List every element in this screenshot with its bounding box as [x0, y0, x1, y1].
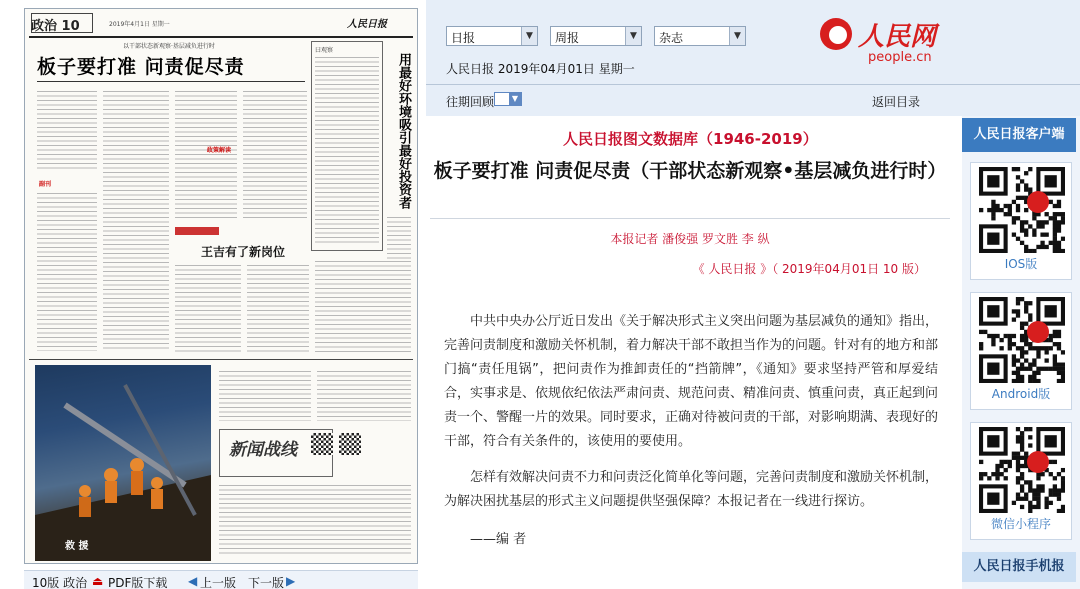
select-weekly[interactable]: [550, 26, 642, 46]
article-paragraph: 中共中央办公厅近日发出《关于解决形式主义突出问题为基层减负的通知》指出，完善问责制度和激励关怀机制，着力解决干部不敢担当作为的问题。针对有的地方和部门搞“责任甩锅”，把问责作为推卸责任的“挡箭牌”，《通知》要求坚持严管和厚爱结合，实事求是、依规依纪依法严肃问责、规范问责、精准问责、慎重问责，真正起到问责一个、警醒一片的效果。同时要求，正确对待被问责的干部，对影响期满、表现好的干部，符合有关条件的，该使用的要使用。: [444, 314, 939, 449]
ad-title: 新闻战线: [229, 440, 297, 460]
headline-rule: [37, 81, 305, 82]
chevron-down-icon[interactable]: ▼: [521, 27, 537, 45]
title-rule: [430, 218, 950, 219]
chevron-down-icon[interactable]: ▼: [509, 93, 521, 105]
text-column: [175, 89, 237, 219]
rescue-photo-art: [35, 365, 211, 561]
newspaper-headline[interactable]: 板子要打准 问责促尽责: [37, 56, 245, 78]
chevron-down-icon[interactable]: ▼: [729, 27, 745, 45]
issue-date: 人民日报 2019年04月01日 星期一: [446, 62, 635, 76]
people-badge-icon: [1027, 451, 1049, 473]
back-to-contents-link[interactable]: 返回目录: [872, 95, 921, 109]
newspaper-date: 2019年4月1日 星期一: [109, 21, 170, 28]
section-headline[interactable]: 王吉有了新岗位: [201, 245, 286, 259]
article-source: 《 人民日报 》（ 2019年04月01日 10 版）: [692, 262, 926, 276]
top-header: [426, 0, 1080, 116]
people-logo-text[interactable]: 人民网: [858, 22, 937, 52]
people-logo-url: people.cn: [868, 50, 932, 65]
database-title: 人民日报图文数据库（1946-2019）: [563, 130, 818, 148]
sidebar-box-title: 曰观察: [315, 47, 334, 54]
text-column: [37, 89, 97, 171]
qr-code-icon: [979, 167, 1065, 253]
newspaper-page-image[interactable]: [24, 8, 418, 564]
newspaper-edition: 政治 10: [31, 19, 80, 34]
chevron-down-icon[interactable]: ▼: [625, 27, 641, 45]
select-magazine-value: 杂志: [659, 31, 684, 45]
text-column: [175, 263, 241, 355]
next-arrow-icon[interactable]: ▶: [286, 574, 296, 588]
page-nav-bar: [24, 570, 418, 589]
mobile-newspaper-link[interactable]: 人民日报手机报: [962, 552, 1076, 582]
newspaper-kicker: 以干部状态新观察·基层减负进行时: [123, 43, 215, 50]
qr-code-icon: [979, 427, 1065, 513]
next-page-link[interactable]: 下一版: [248, 576, 285, 589]
text-column: [219, 483, 411, 557]
fold-rule: [29, 359, 413, 360]
people-badge-icon: [1027, 321, 1049, 343]
article-byline: 本报记者 潘俊强 罗文胜 李 纵: [610, 232, 770, 246]
section-red-tag: [175, 227, 219, 235]
editor-signoff: ——编 者: [470, 532, 527, 547]
column-sub-label: 政策解读: [207, 147, 232, 154]
qr-code-icon: [311, 433, 333, 455]
text-column: [37, 191, 97, 351]
vertical-headline[interactable]: 用最好环境吸引最好投资者: [396, 53, 411, 209]
select-magazine[interactable]: [654, 26, 746, 46]
select-daily[interactable]: [446, 26, 538, 46]
header-rule: [426, 84, 1080, 85]
pdf-icon[interactable]: ⏏: [92, 574, 104, 588]
article-title: 板子要打准 问责促尽责（干部状态新观察•基层减负进行时）: [433, 160, 947, 182]
rescue-photo[interactable]: [35, 365, 211, 561]
qr-card-android[interactable]: [970, 292, 1072, 410]
prev-page-link[interactable]: 上一版: [200, 576, 237, 589]
history-label: 往期回顾: [446, 95, 495, 109]
select-daily-value: 日报: [451, 31, 476, 45]
current-page-label: 10版 政治: [32, 576, 88, 589]
qr-card-wechat[interactable]: [970, 422, 1072, 540]
select-weekly-value: 周报: [555, 31, 580, 45]
photo-caption: 救 援: [65, 541, 89, 552]
text-column: [317, 369, 411, 421]
text-column: [243, 89, 307, 219]
qr-code-icon: [339, 433, 361, 455]
qr-label-wechat: 微信小程序: [990, 517, 1051, 531]
qr-label-android: Android版: [991, 387, 1051, 401]
pdf-download-link[interactable]: PDF版下载: [108, 576, 168, 589]
text-column: [219, 369, 311, 421]
prev-arrow-icon[interactable]: ◀: [188, 574, 198, 588]
qr-card-ios[interactable]: [970, 162, 1072, 280]
people-badge-icon: [1027, 191, 1049, 213]
article-paragraph: 怎样有效解决问责不力和问责泛化简单化等问题，完善问责制度和激励关怀机制，为解决困扰基层的形式主义问题提供坚强保障？本报记者在一线进行探访。: [444, 470, 939, 509]
text-column: [103, 89, 169, 351]
text-column: [247, 263, 309, 355]
history-date-picker[interactable]: [494, 92, 522, 106]
newspaper-masthead: 人民日报: [347, 19, 387, 30]
text-column: [315, 259, 411, 355]
app-sidebar-header[interactable]: 人民日报客户端: [962, 118, 1076, 152]
qr-code-icon: [979, 297, 1065, 383]
masthead-rule: [29, 36, 413, 38]
qr-label-ios: IOS版: [1004, 257, 1038, 271]
logo-inner-icon: [829, 26, 847, 44]
text-column: [315, 55, 379, 245]
column-sub-label: 副刊: [39, 181, 52, 188]
